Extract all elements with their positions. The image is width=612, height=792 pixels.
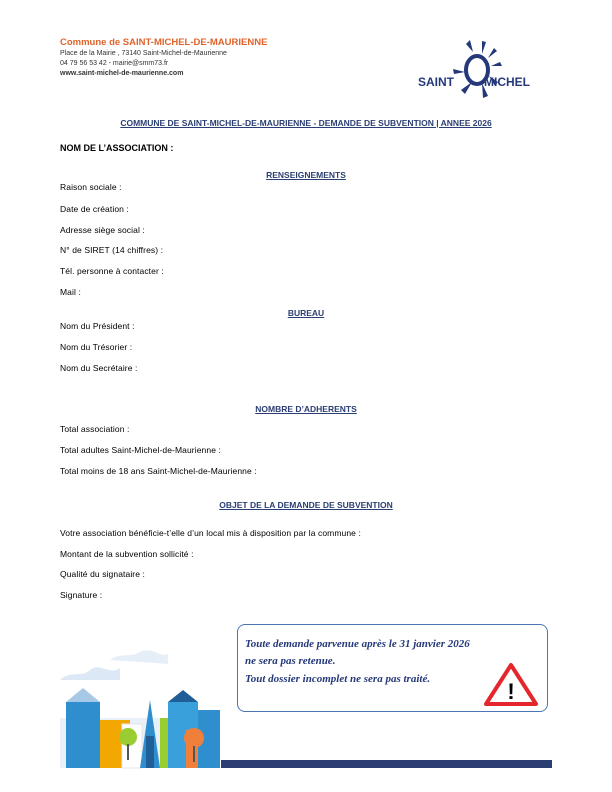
field-total-association: Total association : [60, 424, 130, 434]
document-title: COMMUNE DE SAINT-MICHEL-DE-MAURIENNE - DEMANDE DE SUBVENTION | ANNEE 2026 [120, 118, 492, 128]
sun-logo-icon [453, 40, 502, 98]
section-adherents-heading: NOMBRE D’ADHERENTS [255, 404, 357, 414]
field-telephone: Tél. personne à contacter : [60, 266, 164, 276]
notice-line-1: Toute demande parvenue après le 31 janvier 2026 [245, 638, 470, 650]
association-name-label: NOM DE L’ASSOCIATION : [60, 143, 174, 153]
commune-contact: 04 79 56 53 42 - mairie@smm73.fr [60, 60, 169, 67]
field-mail: Mail : [60, 287, 81, 297]
notice-line-3: Tout dossier incomplet ne sera pas traité. [245, 673, 431, 685]
field-total-moins-18: Total moins de 18 ans Saint-Michel-de-Maurienne : [60, 466, 257, 476]
field-total-adultes: Total adultes Saint-Michel-de-Maurienne : [60, 445, 221, 455]
section-renseignements-heading: RENSEIGNEMENTS [266, 170, 346, 180]
field-local-commune: Votre association bénéficie-t’elle d’un local mis à disposition par la commune : [60, 528, 361, 538]
field-raison-sociale: Raison sociale : [60, 182, 122, 192]
field-adresse-siege: Adresse siège social : [60, 225, 145, 235]
commune-address: Place de la Mairie , 73140 Saint-Michel-de-Maurienne [60, 50, 227, 57]
warning-triangle-icon [483, 662, 539, 708]
warning-mark: ! [507, 679, 515, 704]
field-secretaire: Nom du Secrétaire : [60, 363, 138, 373]
field-president: Nom du Président : [60, 321, 135, 331]
field-date-creation: Date de création : [60, 204, 129, 214]
saint-michel-logo [410, 38, 550, 104]
section-objet-heading: OBJET DE LA DEMANDE DE SUBVENTION [219, 500, 393, 510]
field-montant-subvention: Montant de la subvention sollicité : [60, 549, 194, 559]
field-signature: Signature : [60, 590, 103, 600]
field-tresorier: Nom du Trésorier : [60, 342, 133, 352]
logo-text-michel: MICHEL [484, 75, 530, 89]
footer-bar [221, 760, 552, 768]
logo-text-saint: SAINT [418, 75, 454, 89]
notice-line-2: ne sera pas retenue. [245, 655, 336, 667]
field-siret: N° de SIRET (14 chiffres) : [60, 245, 164, 255]
town-illustration [60, 640, 230, 770]
section-bureau-heading: BUREAU [287, 308, 325, 318]
commune-website[interactable]: www.saint-michel-de-maurienne.com [60, 70, 184, 77]
commune-name: Commune de SAINT-MICHEL-DE-MAURIENNE [60, 37, 268, 48]
field-qualite-signataire: Qualité du signataire : [60, 569, 145, 579]
